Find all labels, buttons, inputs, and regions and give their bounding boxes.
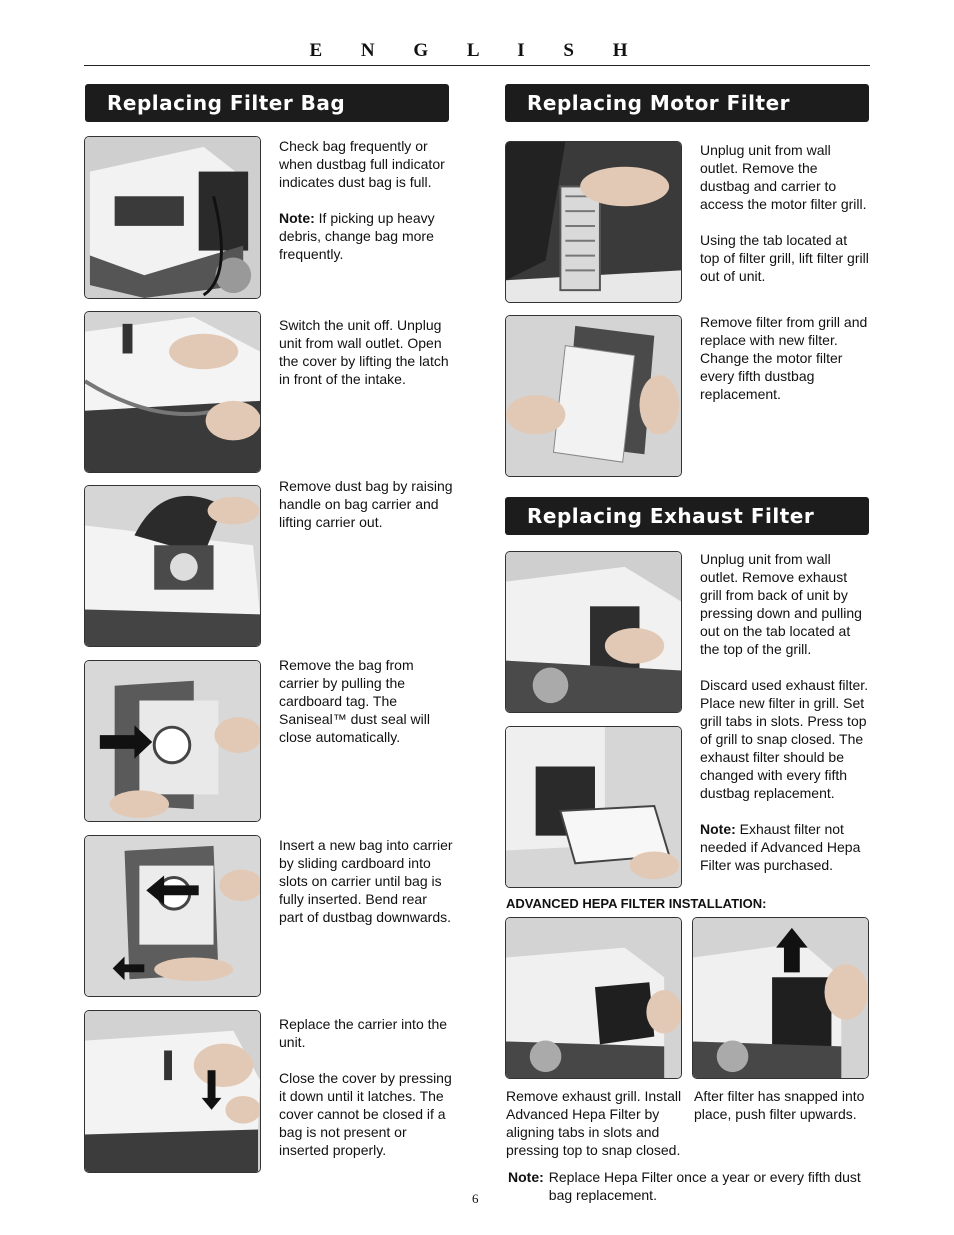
photo-insert-bag	[84, 835, 261, 997]
motor-step2-text-block	[700, 313, 870, 403]
language-header: E N G L I S H	[309, 40, 645, 61]
motor-step2-text: Remove filter from grill and replace with new filter. Change the motor filter every fifth dustbag replacement.	[700, 314, 868, 402]
photo-hepa-install	[505, 917, 682, 1079]
step3-text: Remove dust bag by raising handle on bag carrier and lifting carrier out.	[279, 478, 453, 530]
step1-note-text: If picking up heavy debris, change bag more frequently.	[279, 210, 435, 262]
photo-remove-carrier	[84, 485, 261, 647]
exhaust-note-label: Note:	[700, 821, 736, 837]
step1-text: Check bag frequently or when dustbag full indicator indicates dust bag is full.	[279, 138, 445, 190]
photo-remove-bag	[84, 660, 261, 822]
step1-note-label: Note:	[279, 210, 315, 226]
header-rule	[84, 65, 870, 66]
step1-note	[279, 209, 454, 263]
hepa-caption-left: Remove exhaust grill. Install Advanced Hepa Filter by aligning tabs in slots and pressing top to snap closed.	[506, 1088, 682, 1158]
exhaust-note	[700, 820, 870, 874]
photo-bag-indicator	[84, 136, 261, 299]
exhaust-text: Unplug unit from wall outlet. Remove exhaust grill from back of unit by pressing down and pulling out on the tab located at the top of the grill.	[700, 551, 862, 657]
step6-text-block	[279, 1015, 454, 1159]
exhaust-text2: Discard used exhaust filter. Place new filter in grill. Set grill tabs in slots. Press top of grill to snap closed. The exhaust filter should be changed with every fifth dustbag replacement.	[700, 677, 869, 801]
photo-hepa-push-up	[692, 917, 869, 1079]
exhaust-filter-banner	[505, 497, 869, 535]
step4-text-block	[279, 656, 454, 746]
motor-filter-banner	[505, 84, 869, 122]
photo-replace-carrier	[84, 1010, 261, 1173]
exhaust-text-block	[700, 550, 870, 874]
hepa-note-label: Note:	[508, 1169, 544, 1185]
hepa-heading: ADVANCED HEPA FILTER INSTALLATION:	[506, 896, 767, 911]
step2-text-block	[279, 316, 454, 388]
motor-step1-text: Unplug unit from wall outlet. Remove the dustbag and carrier to access the motor filter grill.	[700, 142, 867, 212]
step2-text: Switch the unit off. Unplug unit from wall outlet. Open the cover by lifting the latch in front of the intake.	[279, 317, 449, 387]
step3-text-block	[279, 477, 454, 531]
step5-text-block	[279, 836, 454, 926]
exhaust-note-text: Exhaust filter not needed if Advanced Hepa Filter was purchased.	[700, 821, 861, 873]
filter-bag-title: Replacing Filter Bag	[107, 91, 346, 115]
photo-open-cover	[84, 311, 261, 473]
step6-text2: Close the cover by pressing it down until it latches. The cover cannot be closed if a bag is not present or inserted properly.	[279, 1070, 452, 1158]
hepa-note-text: Replace Hepa Filter once a year or every fifth dust bag replacement.	[548, 1169, 861, 1203]
photo-exhaust-grill-remove	[505, 551, 682, 713]
step5-text: Insert a new bag into carrier by sliding cardboard into slots on carrier until bag is fully inserted. Bend rear part of dustbag downwards.	[279, 837, 453, 925]
hepa-caption-right: After filter has snapped into place, push filter upwards.	[694, 1088, 865, 1122]
photo-motor-filter-replace	[505, 315, 682, 477]
page-number: 6	[472, 1191, 479, 1206]
hepa-note	[508, 1168, 870, 1204]
motor-filter-title: Replacing Motor Filter	[527, 91, 790, 115]
step6-text: Replace the carrier into the unit.	[279, 1016, 448, 1050]
motor-step1-text2: Using the tab located at top of filter grill, lift filter grill out of unit.	[700, 232, 869, 284]
step1-text-block	[279, 137, 454, 263]
photo-exhaust-filter-place	[505, 726, 682, 888]
exhaust-filter-title: Replacing Exhaust Filter	[527, 504, 815, 528]
photo-motor-grill	[505, 141, 682, 303]
motor-step1-text-block	[700, 141, 870, 285]
filter-bag-banner	[85, 84, 449, 122]
step4-text: Remove the bag from carrier by pulling the cardboard tag. The Saniseal™ dust seal will close automatically.	[279, 657, 430, 745]
